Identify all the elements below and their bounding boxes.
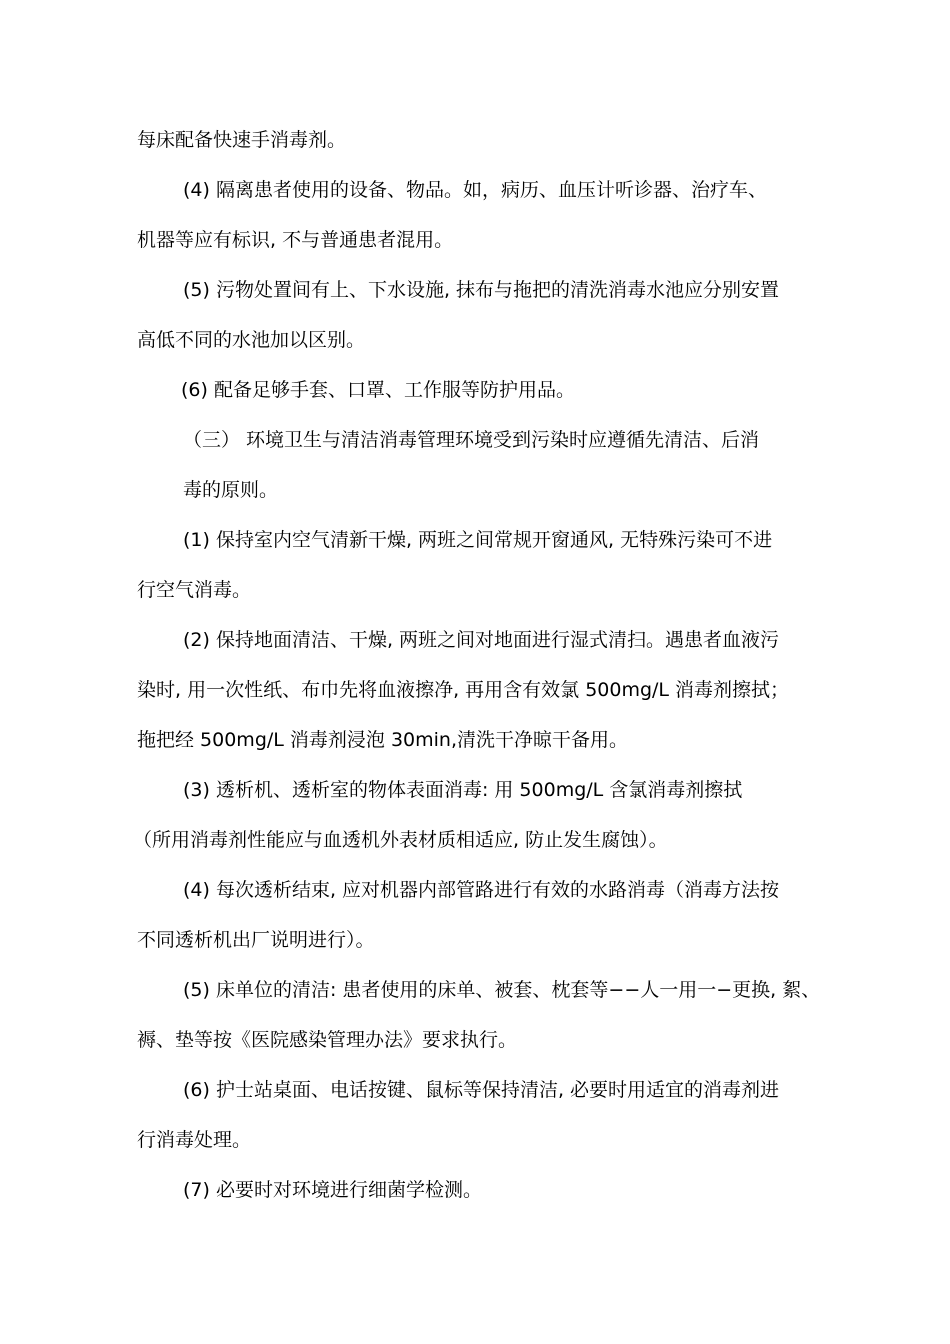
text-line: (6) 配备足够手套、口罩、工作服等防护用品。: [181, 379, 575, 401]
text-line: (1) 保持室内空气清新干燥, 两班之间常规开窗通风, 无特殊污染可不进: [183, 529, 773, 551]
text-line: 褥、垫等按《医院感染管理办法》要求执行。: [137, 1029, 518, 1051]
text-line: (4) 隔离患者使用的设备、物品。如，病历、血压计听诊器、治疗车、: [183, 179, 767, 201]
text-line: 拖把经 500mg/L 消毒剂浸泡 30min,清洗干净晾干备用。: [137, 729, 628, 751]
text-line: 行消毒处理。: [137, 1129, 252, 1151]
text-line: (5) 床单位的清洁: 患者使用的床单、被套、枕套等−−人一用一−更换, 絮、: [183, 979, 821, 1001]
text-line: (2) 保持地面清洁、干燥, 两班之间对地面进行湿式清扫。遇患者血液污: [183, 629, 780, 651]
text-line: (4) 每次透析结束, 应对机器内部管路进行有效的水路消毒（消毒方法按: [183, 879, 780, 901]
text-line: （所用消毒剂性能应与血透机外表材质相适应, 防止发生腐蚀）。: [133, 829, 668, 851]
text-line: (6) 护士站桌面、电话按键、鼠标等保持清洁, 必要时用适宜的消毒剂进: [183, 1079, 780, 1101]
section-heading: （三） 环境卫生与清洁消毒管理环境受到污染时应遵循先清洁、后消: [183, 429, 760, 451]
text-line: 行空气消毒。: [137, 579, 252, 601]
text-line: 机器等应有标识, 不与普通患者混用。: [137, 229, 454, 251]
text-line: 高低不同的水池加以区别。: [137, 329, 366, 351]
text-line: (7) 必要时对环境进行细菌学检测。: [183, 1179, 482, 1201]
text-line: 毒的原则。: [183, 479, 279, 501]
text-line: 不同透析机出厂说明进行）。: [137, 929, 375, 951]
text-line: 每床配备快速手消毒剂。: [137, 129, 347, 151]
text-line: (5) 污物处置间有上、下水设施, 抹布与拖把的清洗消毒水池应分别安置: [183, 279, 780, 301]
text-line: (3) 透析机、透析室的物体表面消毒: 用 500mg/L 含氯消毒剂擦拭: [183, 779, 743, 801]
text-line: 染时, 用一次性纸、布巾先将血液擦净, 再用含有效氯 500mg/L 消毒剂擦拭；: [137, 679, 790, 701]
